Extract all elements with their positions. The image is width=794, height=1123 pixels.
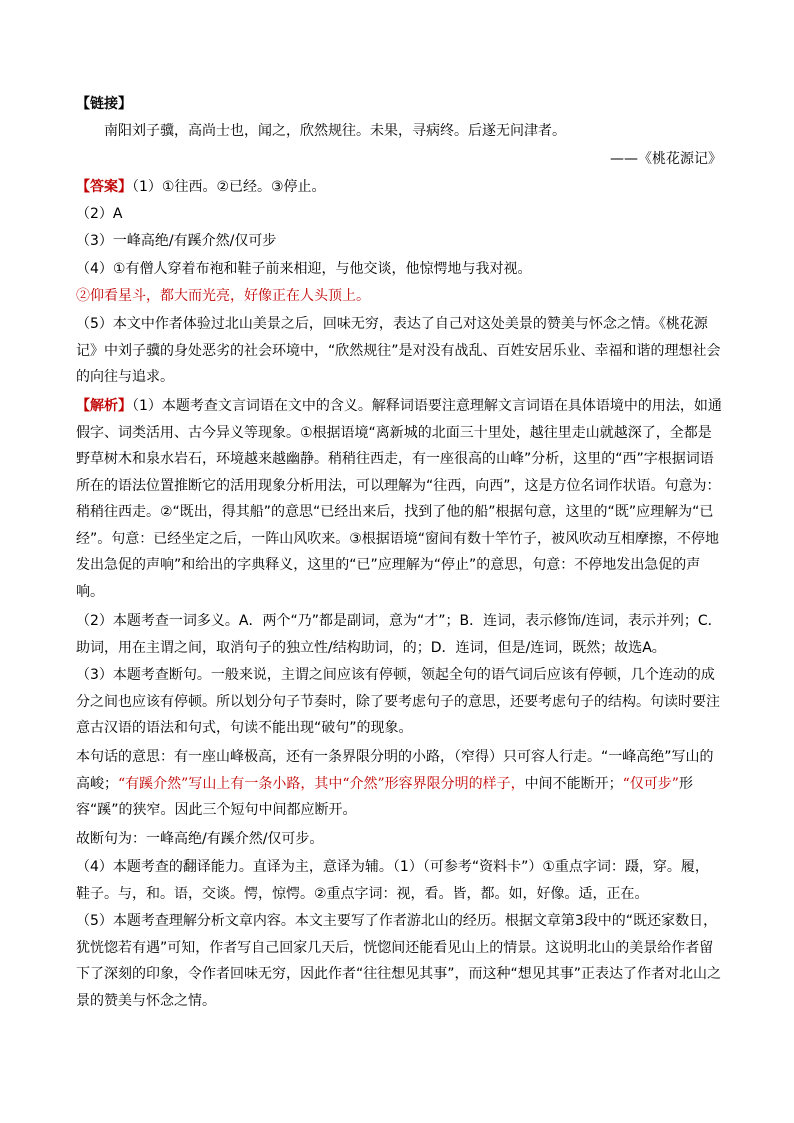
- analysis-p3b-part2: 中间不能断开；: [524, 775, 623, 792]
- analysis-p3b-part3: 形容“蹊”的狭窄。因此三个短句中间都应断开。: [76, 775, 693, 818]
- analysis-p4: （4）本题考查的翻译能力。直译为主，意译为辅。（1）（可参考“资料卡”）①重点字词：蹑，穿。履，鞋子。与，和。语，交谈。愕，惊愕。②重点字词：视，看。皆，都。如，好像。适，正在。: [76, 859, 709, 902]
- answer-q1-line: [76, 174, 722, 201]
- answer-q3: （3）一峰高绝/有蹊介然/仅可步: [76, 233, 277, 249]
- answer-q4: （4）①有僧人穿着布袍和鞋子前来相迎，与他交谈，他惊愕地与我对视。: [76, 261, 532, 277]
- link-source: ——《桃花源记》: [610, 151, 722, 167]
- analysis-p5: （5）本题考查理解分析文章内容。本文主要写了作者游北山的经历。根据文章第3段中的“既还家数日，犹恍惚若有遇”可知，作者写自己回家几天后，恍惚间还能看见山上的情景。这说明北山的美景给作者留下了深刻的印象，令作者回味无穷，因此作者“往往想见其事”，而这种“想见其事”正表达了作者对北山之景的赞美与怀念之情。: [76, 913, 722, 1009]
- answer-q2: （2）A: [76, 206, 123, 222]
- link-heading: 【链接】: [76, 96, 132, 112]
- analysis-p3b-red2: “仅可步”: [622, 775, 679, 792]
- analysis-p3: （3）本题考查断句。一般来说，主谓之间应该有停顿，领起全句的语气词后应该有停顿，几个连动的成分之间也应该有停顿。所以划分句子节奏时，除了要考虑句子的意思，还要考虑句子的结构。句读时要注意古汉语的语法和句式，句读不能出现“破句”的现象。: [76, 667, 720, 736]
- analysis-p3b: [76, 744, 722, 824]
- analysis-p1: （1）本题考查文言词语在文中的含义。解释词语要注意理解文言词语在具体语境中的用法，如通假字、词类活用、古今异义等现象。①根据语境“离新城的北面三十里处，越往里走山就越深了，全都是野草树木和泉水岩石，环境越来越幽静。稍稍往西走，有一座很高的山峰”分析，这里的“西”字根据词语所在的语法位置推断它的活用现象分析用法，可以理解为“往西，向西”，这是方位名词作状语。句意为：稍稍往西走。②“既出，得其船”的意思“已经出来后，找到了他的船”根据句意，这里的“既”应理解为“已经”。句意：已经坐定之后，一阵山风吹来。③根据语境“窗间有数十竿竹子，被风吹动互相摩擦，不停地发出急促的声响”和给出的字典释义，这里的“已”应理解为“停止”的意思，句意：不停地发出急促的声响。: [76, 398, 722, 600]
- analysis-p3b-red1: “有蹊介然”写山上有一条小路，其中“介然”形容界限分明的样子，: [118, 775, 525, 792]
- analysis-label: 【解析】: [76, 398, 132, 414]
- answer-label: 【答案】: [76, 179, 132, 195]
- analysis-p3b-part1: 本句话的意思：有一座山峰极高，还有一条界限分明的小路，（窄得）只可容人行走。“一峰高绝”写山的高峻；: [76, 749, 714, 792]
- answer-q1: （1）①往西。②已经。③停止。: [132, 179, 326, 195]
- answer-q4b: ②仰看星斗，都大而光亮，好像正在人头顶上。: [76, 288, 370, 304]
- analysis-p2: （2）本题考查一词多义。A．两个“乃”都是副词，意为“才”；B．连词，表示修饰/连词，表示并列；C．助词，用在主谓之间，取消句子的独立性/结构助词，的；D．连词，但是/连词，既然；故选A。: [76, 613, 722, 656]
- link-passage: 南阳刘子骥，高尚士也，闻之，欣然规往。未果，寻病终。后遂无问津者。: [104, 123, 566, 139]
- analysis-p1-line: [76, 393, 722, 605]
- analysis-p3c: 故断句为：一峰高绝/有蹊介然/仅可步。: [76, 831, 324, 847]
- answer-q5: （5）本文中作者体验过北山美景之后，回味无穷，表达了自己对这处美景的赞美与怀念之情。《桃花源记》中刘子骥的身处恶劣的社会环境中，“欣然规往”是对没有战乱、百姓安居乐业、幸福和谐的理想社会的向往与追求。: [76, 316, 721, 385]
